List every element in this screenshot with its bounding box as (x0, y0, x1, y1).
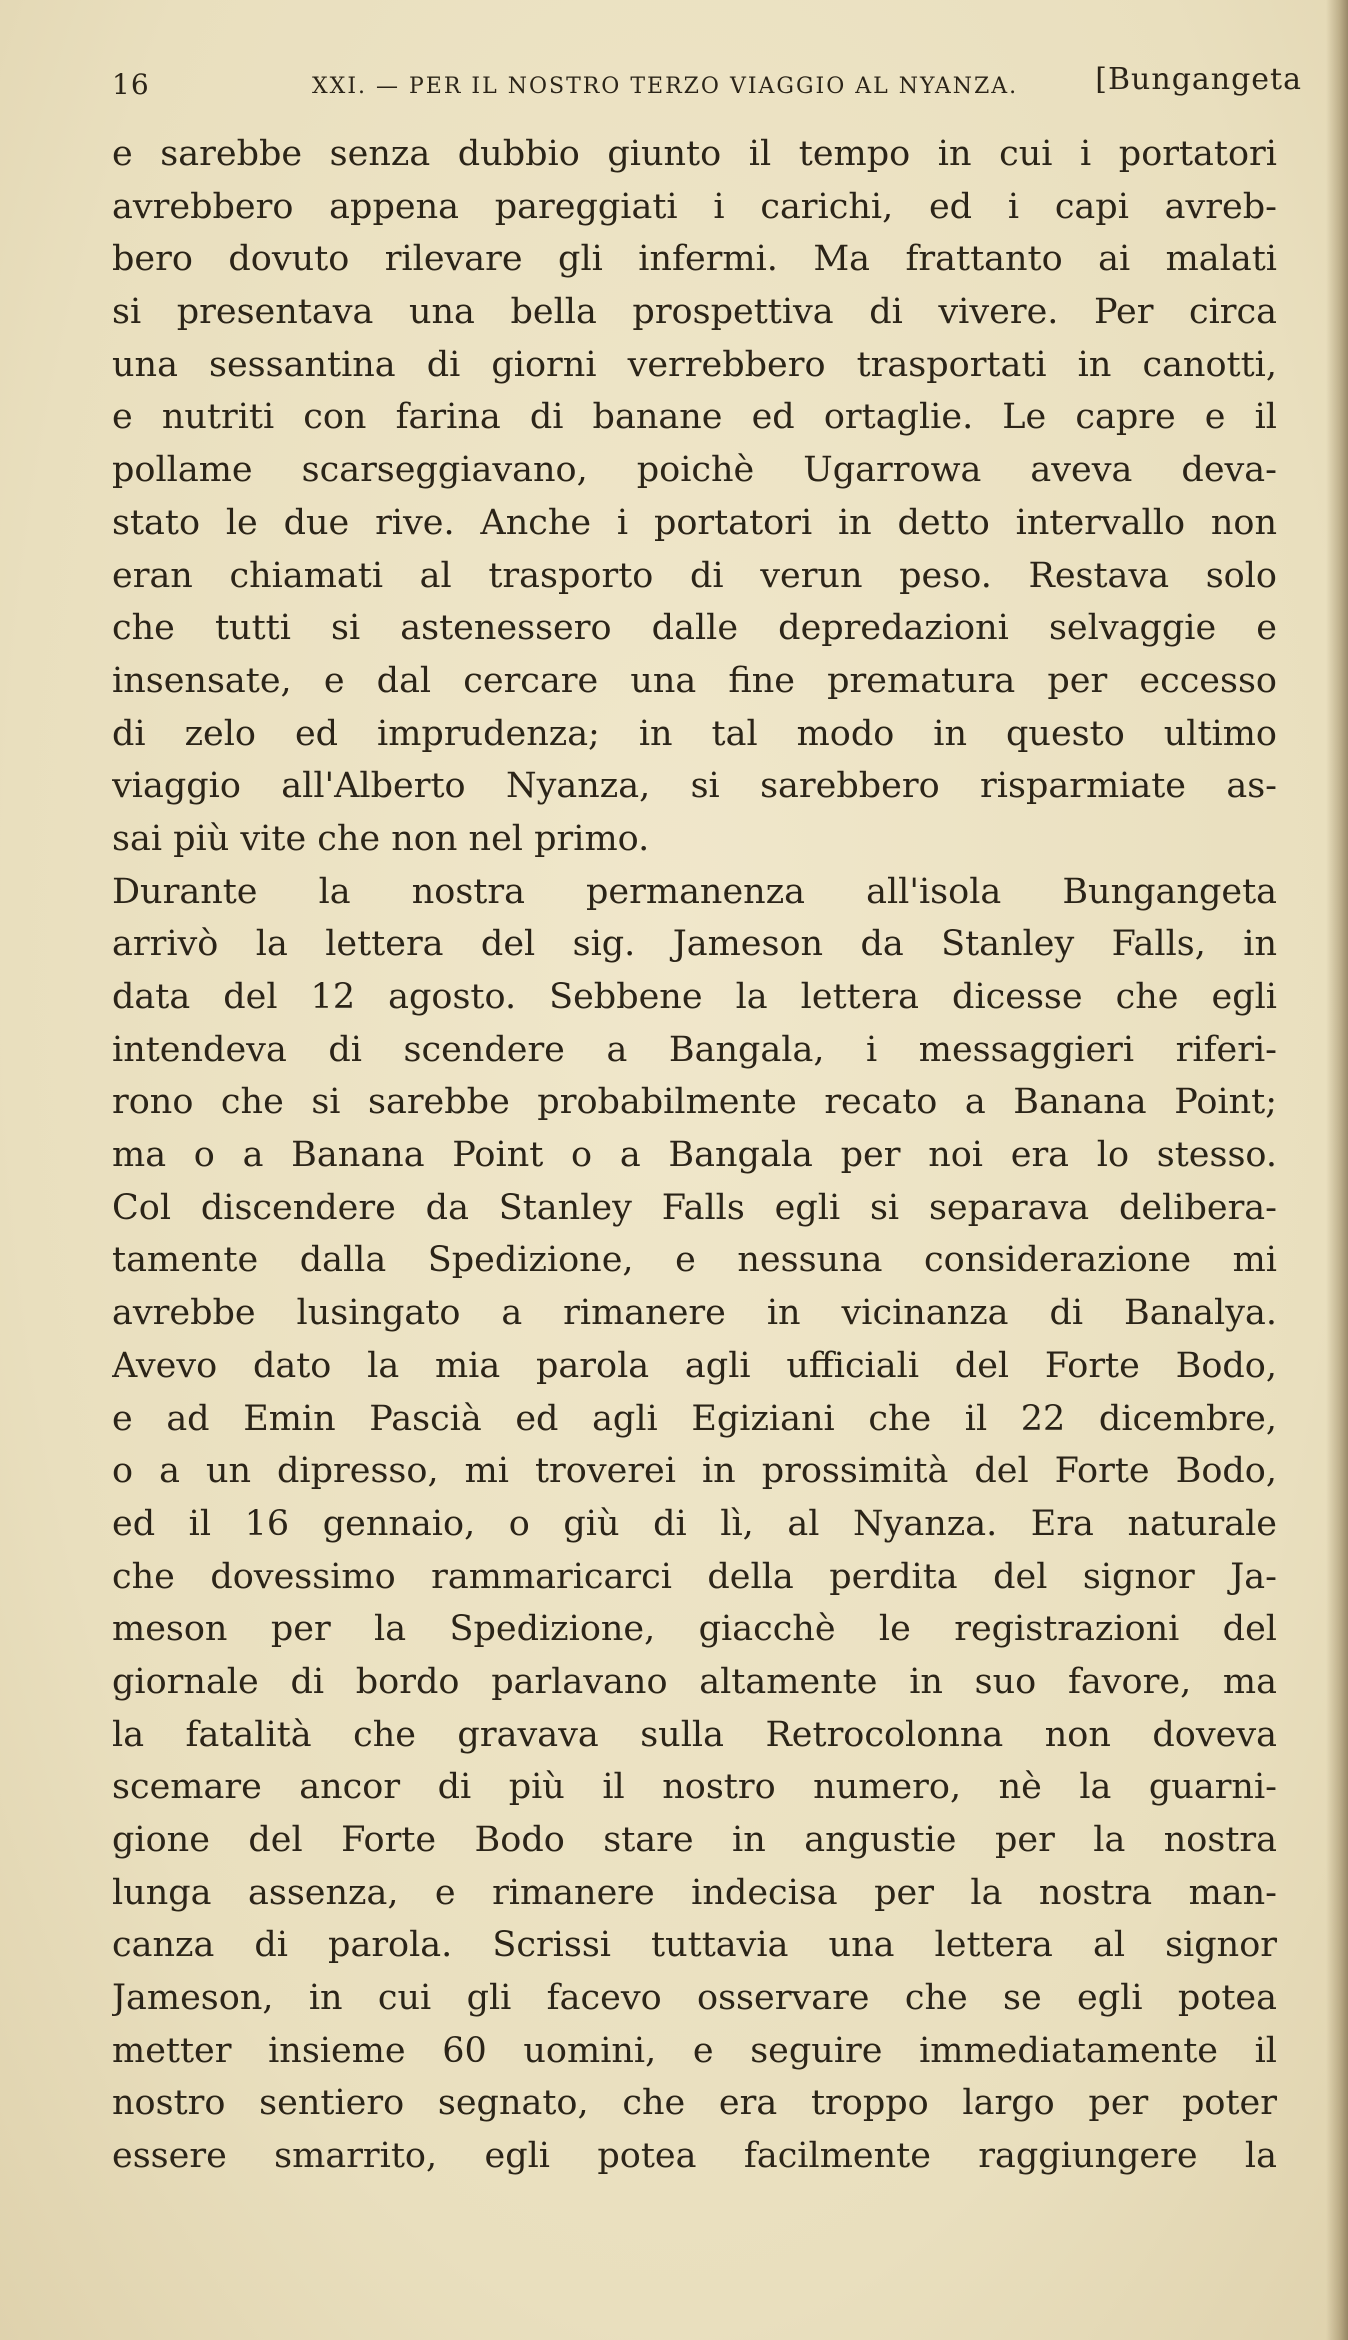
text-line: che tutti si astenessero dalle depredazioni selvaggie e (112, 608, 1277, 649)
text-line: eran chiamati al trasporto di verun peso. Restava solo (112, 555, 1277, 596)
text-line: bero dovuto rilevare gli infermi. Ma frattanto ai malati (112, 239, 1277, 280)
text-line: scemare ancor di più il nostro numero, nè la guarni- (112, 1767, 1277, 1808)
text-line: Jameson, in cui gli facevo osservare che se egli potea (112, 1978, 1277, 2019)
text-line: e ad Emin Pascià ed agli Egiziani che il 22 dicembre, (112, 1398, 1277, 1439)
paragraph-end-line: sai più vite che non nel primo. (112, 818, 650, 859)
text-line: e sarebbe senza dubbio giunto il tempo in cui i portatori (112, 134, 1277, 174)
page-edge-shadow (1326, 0, 1348, 2340)
text-line: viaggio all'Alberto Nyanza, si sarebbero risparmiate as- (112, 766, 1277, 807)
text-line: intendeva di scendere a Bangala, i messaggieri riferi- (112, 1029, 1277, 1070)
text-line: ed il 16 gennaio, o giù di lì, al Nyanza. Era naturale (112, 1503, 1277, 1544)
text-line: stato le due rive. Anche i portatori in detto intervallo non (112, 502, 1277, 543)
text-line: la fatalità che gravava sulla Retrocolonna non doveva (112, 1714, 1277, 1755)
text-line: arrivò la lettera del sig. Jameson da Stanley Falls, in (112, 924, 1277, 965)
text-line: nostro sentiero segnato, che era troppo largo per poter (112, 2083, 1277, 2124)
text-line: gione del Forte Bodo stare in angustie per la nostra (112, 1820, 1277, 1860)
text-line: Col discendere da Stanley Falls egli si separava delibera- (112, 1187, 1277, 1228)
body-text (112, 128, 1277, 2183)
text-line: e nutriti con farina di banane ed ortaglie. Le capre e il (112, 397, 1277, 438)
text-line: essere smarrito, egli potea facilmente raggiungere la (112, 2136, 1277, 2177)
running-title: XXI. — PER IL NOSTRO TERZO VIAGGIO AL NYANZA. (312, 74, 1019, 99)
text-line: una sessantina di giorni verrebbero trasportati in canotti, (112, 344, 1277, 385)
text-line: giornale di bordo parlavano altamente in suo favore, ma (112, 1661, 1277, 1702)
text-line: o a un dipresso, mi troverei in prossimità del Forte Bodo, (112, 1451, 1277, 1492)
text-line: pollame scarseggiavano, poichè Ugarrowa aveva deva- (112, 450, 1277, 491)
paragraph-start-line: Durante la nostra permanenza all'isola Bungangeta (112, 871, 1277, 912)
text-line: di zelo ed imprudenza; in tal modo in questo ultimo (112, 713, 1277, 754)
text-line: data del 12 agosto. Sebbene la lettera dicesse che egli (112, 977, 1277, 1017)
page-header (112, 62, 1302, 122)
text-line: meson per la Spedizione, giacchè le registrazioni del (112, 1609, 1277, 1650)
text-line: lunga assenza, e rimanere indecisa per la nostra man- (112, 1872, 1277, 1913)
text-line: si presentava una bella prospettiva di vivere. Per circa (112, 292, 1277, 333)
text-line: tamente dalla Spedizione, e nessuna considerazione mi (112, 1240, 1277, 1281)
text-line: rono che si sarebbe probabilmente recato a Banana Point; (112, 1082, 1277, 1123)
text-line: metter insieme 60 uomini, e seguire immediatamente il (112, 2030, 1277, 2071)
text-line: canza di parola. Scrissi tuttavia una lettera al signor (112, 1925, 1277, 1966)
text-line: Avevo dato la mia parola agli ufficiali del Forte Bodo, (112, 1345, 1277, 1386)
section-marker: [Bungangeta (1095, 62, 1302, 97)
text-line: che dovessimo rammaricarci della perdita del signor Ja- (112, 1556, 1277, 1597)
text-line: ma o a Banana Point o a Bangala per noi era lo stesso. (112, 1135, 1277, 1176)
text-line: insensate, e dal cercare una fine prematura per eccesso (112, 660, 1277, 701)
page-number: 16 (112, 68, 150, 101)
text-line: avrebbero appena pareggiati i carichi, ed i capi avreb- (112, 186, 1277, 227)
text-line: avrebbe lusingato a rimanere in vicinanza di Banalya. (112, 1293, 1277, 1334)
